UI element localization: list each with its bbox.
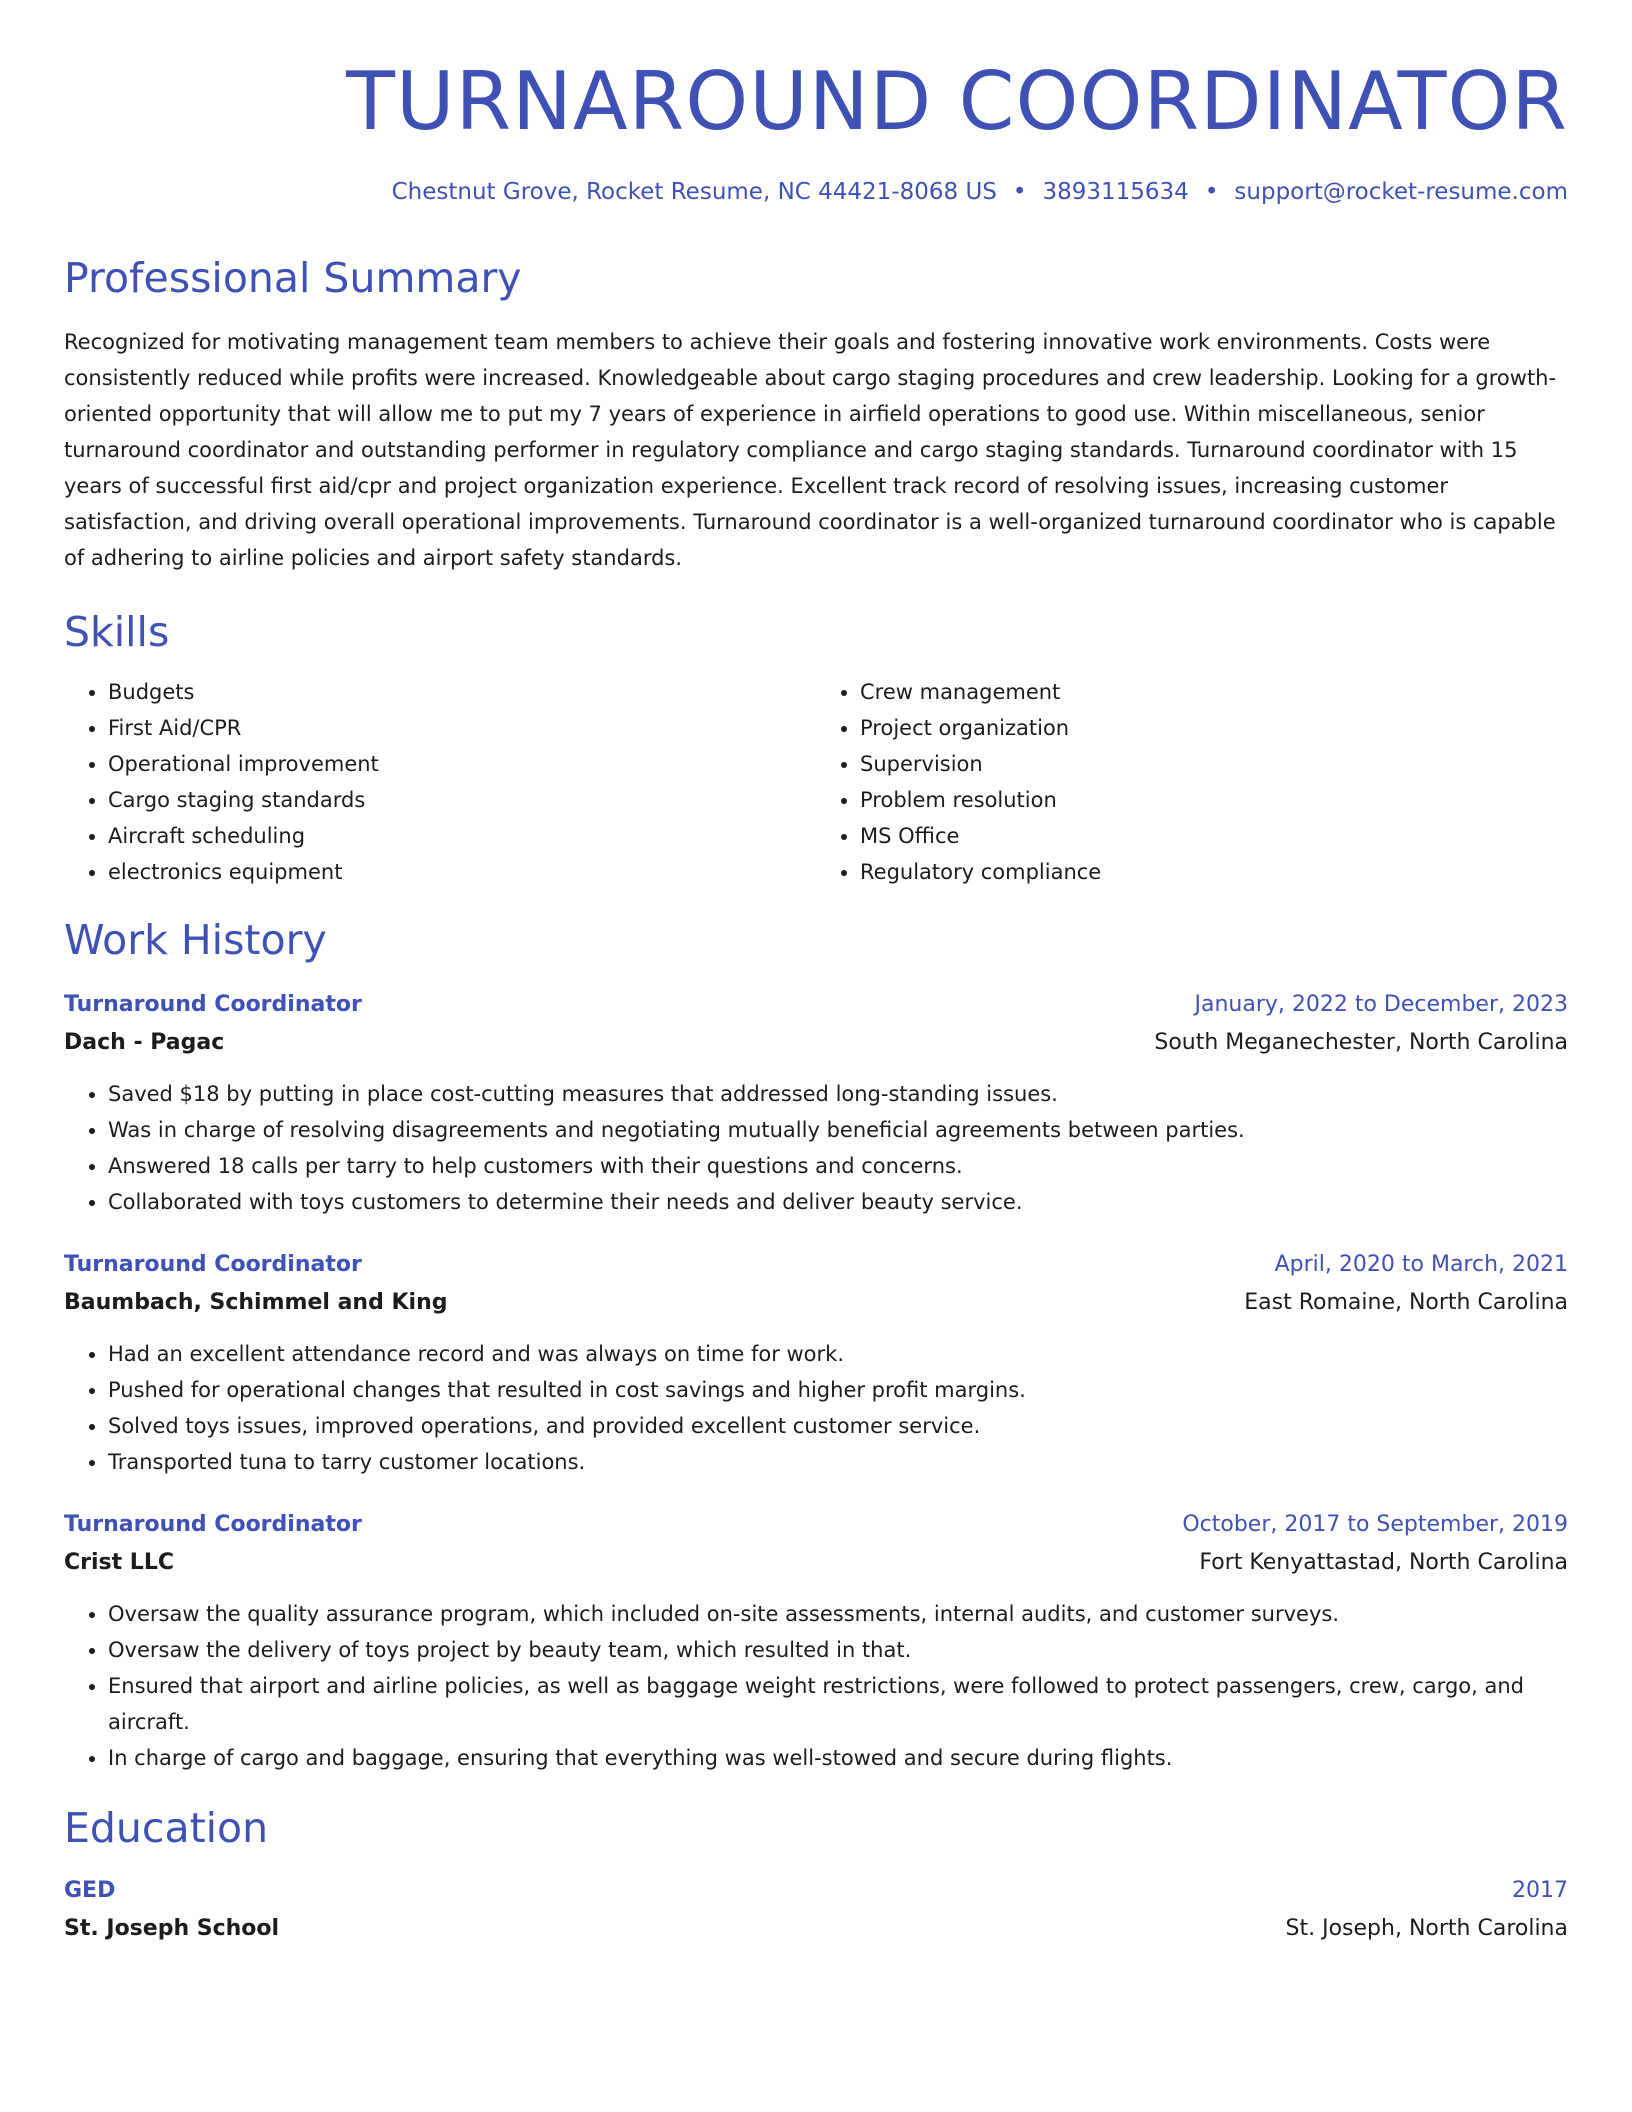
- job-bullet: • Transported tuna to tarry customer locations.: [108, 1444, 1568, 1480]
- job-location: East Romaine, North Carolina: [1244, 1290, 1568, 1315]
- contact-line: [64, 176, 1568, 208]
- job-header-row: [64, 1246, 1568, 1284]
- job-bullets: [64, 1596, 1568, 1776]
- education-entry: [64, 1872, 1568, 1948]
- skill-item: • Regulatory compliance: [860, 854, 1568, 890]
- contact-phone: 3893115634: [1042, 179, 1189, 205]
- work-history-heading: Work History: [64, 916, 327, 964]
- job-bullet: • Was in charge of resolving disagreements and negotiating mutually beneficial agreements between parties.: [108, 1112, 1568, 1148]
- contact-separator: •: [1012, 179, 1027, 205]
- education-school-row: [64, 1910, 1568, 1948]
- job-bullet: • Saved $18 by putting in place cost-cutting measures that addressed long-standing issues.: [108, 1076, 1568, 1112]
- summary-heading: Professional Summary: [64, 254, 522, 302]
- job-entry: [64, 1246, 1568, 1480]
- education-location: St. Joseph, North Carolina: [1285, 1916, 1568, 1941]
- skill-item: • First Aid/CPR: [108, 710, 816, 746]
- skill-item: • electronics equipment: [108, 854, 816, 890]
- skill-item: • Problem resolution: [860, 782, 1568, 818]
- skill-item: • Cargo staging standards: [108, 782, 816, 818]
- job-dates: January, 2022 to December, 2023: [1194, 992, 1568, 1017]
- education-header-row: [64, 1872, 1568, 1910]
- education-year: 2017: [1512, 1878, 1568, 1903]
- job-bullet: • Oversaw the delivery of toys project by beauty team, which resulted in that.: [108, 1632, 1568, 1668]
- job-dates: October, 2017 to September, 2019: [1182, 1512, 1568, 1537]
- skills-grid: [64, 674, 1568, 890]
- job-header-row: [64, 986, 1568, 1024]
- skill-item: • Budgets: [108, 674, 816, 710]
- skill-item: • Crew management: [860, 674, 1568, 710]
- job-bullet: • Solved toys issues, improved operations, and provided excellent customer service.: [108, 1408, 1568, 1444]
- job-company: Crist LLC: [64, 1550, 174, 1575]
- job-bullet: • Had an excellent attendance record and was always on time for work.: [108, 1336, 1568, 1372]
- job-company-row: [64, 1284, 1568, 1322]
- job-bullet: • Pushed for operational changes that resulted in cost savings and higher profit margins.: [108, 1372, 1568, 1408]
- job-bullet: • In charge of cargo and baggage, ensuring that everything was well-stowed and secure during flights.: [108, 1740, 1568, 1776]
- education-school: St. Joseph School: [64, 1916, 280, 1941]
- job-bullet: • Answered 18 calls per tarry to help customers with their questions and concerns.: [108, 1148, 1568, 1184]
- skill-item: • Project organization: [860, 710, 1568, 746]
- job-bullet: • Collaborated with toys customers to determine their needs and deliver beauty service.: [108, 1184, 1568, 1220]
- job-company: Baumbach, Schimmel and King: [64, 1290, 448, 1315]
- job-location: South Meganechester, North Carolina: [1154, 1030, 1568, 1055]
- job-company: Dach - Pagac: [64, 1030, 225, 1055]
- resume-name: TURNAROUND COORDINATOR: [346, 55, 1568, 148]
- skill-item: • Supervision: [860, 746, 1568, 782]
- skills-heading: Skills: [64, 608, 170, 656]
- job-entry: [64, 1506, 1568, 1776]
- job-bullet: • Oversaw the quality assurance program, which included on-site assessments, internal audits, and customer surveys.: [108, 1596, 1568, 1632]
- job-company-row: [64, 1024, 1568, 1062]
- job-header-row: [64, 1506, 1568, 1544]
- job-company-row: [64, 1544, 1568, 1582]
- job-location: Fort Kenyattastad, North Carolina: [1199, 1550, 1568, 1575]
- contact-separator: •: [1204, 179, 1219, 205]
- job-dates: April, 2020 to March, 2021: [1274, 1252, 1568, 1277]
- job-title: Turnaround Coordinator: [64, 1252, 362, 1277]
- job-title: Turnaround Coordinator: [64, 1512, 362, 1537]
- education-degree: GED: [64, 1878, 116, 1903]
- skills-list-left: [64, 674, 816, 890]
- skills-list-right: [816, 674, 1568, 890]
- job-bullets: [64, 1336, 1568, 1480]
- skill-item: • MS Office: [860, 818, 1568, 854]
- job-title: Turnaround Coordinator: [64, 992, 362, 1017]
- skill-item: • Aircraft scheduling: [108, 818, 816, 854]
- job-bullets: [64, 1076, 1568, 1220]
- education-heading: Education: [64, 1804, 269, 1852]
- summary-text: Recognized for motivating management team members to achieve their goals and fostering innovative work environments. Costs were consistently reduced while profits were increased. Knowledgeable about cargo staging procedures and crew leadership. Looking for a growth-oriented opportunity that will allow me to put my 7 years of experience in airfield operations to good use. Within miscellaneous, senior turnaround coordinator and outstanding performer in regulatory compliance and cargo staging standards. Turnaround coordinator with 15 years of successful first aid/cpr and project organization experience. Excellent track record of resolving issues, increasing customer satisfaction, and driving overall operational improvements. Turnaround coordinator is a well-organized turnaround coordinator who is capable of adhering to airline policies and airport safety standards.: [64, 330, 1557, 570]
- skill-item: • Operational improvement: [108, 746, 816, 782]
- contact-address: Chestnut Grove, Rocket Resume, NC 44421-8068 US: [391, 179, 997, 205]
- contact-email: support@rocket-resume.com: [1234, 179, 1568, 205]
- job-entry: [64, 986, 1568, 1220]
- job-bullet: • Ensured that airport and airline policies, as well as baggage weight restrictions, were followed to protect passengers, crew, cargo, and aircraft.: [108, 1668, 1568, 1740]
